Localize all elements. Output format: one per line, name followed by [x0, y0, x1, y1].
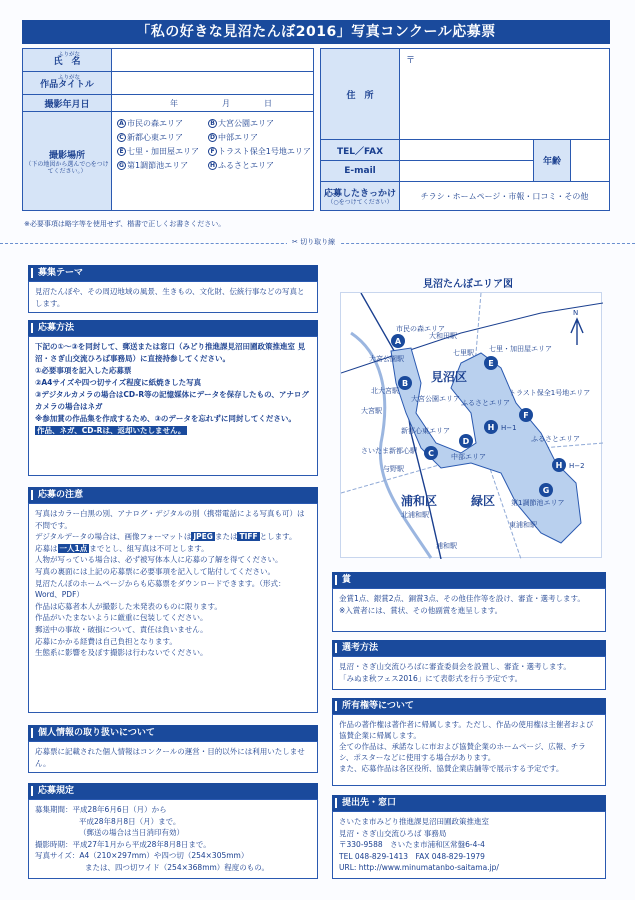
name-field[interactable]: [111, 48, 314, 72]
svg-text:H: H: [555, 461, 563, 470]
area-option-g[interactable]: G 第1調節池エリア: [117, 160, 188, 171]
age-label: 年齢: [533, 139, 571, 182]
contact-body: さいたま市みどり推進課見沼田圃政策推進室 見沼・さぎ山交流ひろば 事務局 〒330-9588 さいたま市浦和区常盤6-4-4 TEL 048-829-1413 FAX 048-829-1979 URL: http://www.minumatanbo-saitama.jp/: [332, 811, 606, 879]
map-label: H−2: [569, 462, 585, 470]
area-option-d[interactable]: D 中部エリア: [210, 133, 258, 142]
privacy-heading: 個人情報の取り扱いについて: [28, 725, 318, 741]
map-label: 第1調節池エリア: [511, 499, 565, 507]
marker-d: [459, 434, 473, 448]
name-label: ふりがな 氏 名: [22, 48, 112, 72]
age-field[interactable]: [570, 139, 610, 182]
svg-text:A: A: [394, 337, 402, 346]
svg-text:D: D: [462, 437, 470, 446]
marker-g: [539, 483, 553, 497]
marker-a: [391, 334, 405, 348]
method-body: [28, 336, 318, 476]
area-option-e[interactable]: E 七里・加田屋エリア: [117, 146, 199, 157]
marker-e: [484, 356, 498, 370]
work-title-field[interactable]: [111, 71, 314, 95]
map-label: 北大宮駅: [371, 387, 399, 395]
map-label: 大和田駅: [429, 332, 457, 340]
map-label: 東浦和駅: [509, 521, 537, 529]
svg-text:C: C: [428, 449, 434, 458]
contact-url[interactable]: URL: http://www.minumatanbo-saitama.jp/: [339, 863, 499, 872]
method-line: 下記の①～③を同封して、郵送または窓口（みどり推進課見沼田圃政策推進室 見沼・さぎ山交流ひろば事務局）に直接持参してください。: [35, 342, 306, 363]
area-option-a[interactable]: A 市民の森エリア: [117, 118, 183, 129]
prize-body: 金賞1点、銀賞2点、銅賞3点、その他佳作等を設け、審査・選考します。 ※入賞者には、賞状、その他副賞を進呈します。: [332, 588, 606, 632]
area-map: [340, 292, 602, 558]
map-label: トラスト保全1号地エリア: [509, 389, 591, 397]
page-title: 「私の好きな見沼たんぼ2016」写真コンクール応募票: [22, 20, 610, 44]
ward-label: 緑区: [471, 494, 496, 508]
place-options: [111, 111, 314, 211]
rules-heading: 応募規定: [28, 783, 318, 799]
map-label: 浦和駅: [436, 542, 457, 550]
contact-heading: 提出先・窓口: [332, 795, 606, 811]
tel-field[interactable]: [399, 139, 534, 161]
map-label: 大宮公園エリア: [411, 395, 460, 403]
map-label: 七里・加田屋エリア: [489, 345, 552, 353]
shoot-date-label: 撮影年月日: [22, 94, 112, 112]
map-label: さいたま新都心駅: [361, 447, 417, 455]
area-option-c[interactable]: C 新都心東エリア: [117, 132, 183, 143]
tel-label: TEL／FAX: [320, 139, 400, 161]
method-line: ※参加賞の作品集を作成するため、③のデータを忘れずに同封してください。: [35, 414, 296, 423]
marker-c: [424, 446, 438, 460]
address-label: 住 所: [320, 48, 400, 140]
email-field[interactable]: [399, 160, 534, 182]
north-arrow-icon: [571, 319, 583, 345]
map-label: 中部エリア: [451, 453, 486, 461]
notes-body: 写真はカラー白黒の別、アナログ・デジタルの別（携帯電話による写真も可）は不問です。 デジタルデータの場合は、画像フォーマットは JPEG または TIFF とします。 応募は 一人1点 までとし、組写真は不可とします。 人物が写っている場合は、必ず被写体本人に応募の了解を得てください。 写真の裏面には上記の応募票に必要事項を記入して貼付してください。 見沼たんぼのホームページからも応募票をダウンロードできます。（形式：Word、PDF） 作品は応募者本人が撮影した未発表のものに限ります。 作品がいたまないように厳重に包装してください。 郵送中の事故・破損について、責任は負いません。 応募にかかる経費は自己負担となります。 生態系に影響を及ぼす撮影は行わないでください。: [28, 503, 318, 713]
rules-body: 募集期間：平成28年6月6日（月）から 平成28年8月8日（月）まで。 （郵送の場合は当日消印有効） 撮影時期：平成27年1月から平成28年8月8日まで。 写真サイズ：A4（210×297mm）や四つ切（254×305mm） または、四つ切ワイド（254×368mm）程度のもの。: [28, 799, 318, 879]
svg-text:F: F: [523, 411, 529, 420]
notes-heading: 応募の注意: [28, 487, 318, 503]
trigger-label: 応募したきっかけ （○をつけてください）: [320, 181, 400, 211]
area-option-h[interactable]: H ふるさとエリア: [209, 161, 274, 170]
theme-body: 見沼たんぼや、その周辺地域の風景、生きもの、文化財、伝統行事などの写真とします。: [28, 281, 318, 313]
marker-h2: [552, 458, 566, 472]
map-label: 市民の森エリア: [396, 325, 445, 333]
method-line: ③デジタルカメラの場合はCD-R等の記憶媒体にデータを保存したもの、アナログカメラの場合はネガ: [35, 390, 309, 411]
map-label: 大宮駅: [361, 407, 382, 415]
work-title-label: ふりがな 作品タイトル: [22, 71, 112, 95]
map-label: 新都心東エリア: [401, 427, 450, 435]
judging-body: 見沼・さぎ山交流ひろばに審査委員会を設置し、審査・選考します。 「みぬま秋フェス2016」にて表彰式を行う予定です。: [332, 656, 606, 690]
map-label: 七里駅: [453, 349, 474, 357]
method-line: ②A4サイズや四つ切サイズ程度に紙焼きした写真: [35, 378, 202, 387]
map-label: 大宮公園駅: [369, 355, 404, 363]
marker-b: [398, 376, 412, 390]
marker-f: [519, 408, 533, 422]
cut-label: ✂ 切り取り線: [287, 237, 340, 247]
svg-text:G: G: [542, 486, 550, 495]
area-map-svg: [341, 293, 603, 559]
north-label: N: [573, 309, 579, 317]
scissors-icon: ✂: [292, 238, 298, 246]
marker-h1: [484, 420, 498, 434]
area-option-f[interactable]: F トラスト保全1号地エリア: [208, 146, 311, 157]
cut-line: [0, 238, 635, 248]
map-label: 与野駅: [383, 465, 404, 473]
svg-text:B: B: [401, 379, 409, 388]
map-label: H−1: [501, 424, 517, 432]
method-line: ①必要事項を記入した応募票: [35, 366, 132, 375]
shoot-date-field[interactable]: 年 月 日: [111, 94, 314, 112]
no-return-highlight: 作品、ネガ、CD-Rは、返却いたしません。: [37, 426, 186, 435]
svg-text:E: E: [488, 359, 494, 368]
address-field[interactable]: 〒: [399, 48, 610, 140]
entry-form: [22, 48, 610, 218]
area-option-b[interactable]: B 大宮公園エリア: [208, 118, 274, 129]
copyright-heading: 所有権等について: [332, 698, 606, 714]
ward-label: 見沼区: [431, 370, 468, 384]
map-label: 北浦和駅: [401, 511, 429, 519]
map-label: ふるさとエリア: [531, 435, 580, 443]
river-line: [351, 333, 431, 558]
place-label: 撮影場所 （下の地図から選んで○をつけてください。）: [22, 111, 112, 211]
prize-heading: 賞: [332, 572, 606, 588]
svg-text:H: H: [487, 423, 495, 432]
map-label: ふるさとエリア: [461, 399, 510, 407]
privacy-body: 応募票に記載された個人情報はコンクールの運営・目的以外には利用いたしません。: [28, 741, 318, 773]
theme-heading: 募集テーマ: [28, 265, 318, 281]
email-label: E-mail: [320, 160, 400, 182]
judging-heading: 選考方法: [332, 640, 606, 656]
method-heading: 応募方法: [28, 320, 318, 336]
trigger-options[interactable]: チラシ・ホームページ・市報・口コミ・その他: [399, 181, 610, 211]
copyright-body: 作品の著作権は著作者に帰属します。ただし、作品の使用権は主催者および協賛企業に帰属します。 全ての作品は、承諾なしに市および協賛企業のホームページ、広報、チラシ、ポスターなどに使用する場合があります。 また、応募作品は各区役所、協賛企業店舗等で展示する予定です。: [332, 714, 606, 786]
required-note: ※必要事項は略字等を使用せず、楷書で正しくお書きください。: [24, 220, 226, 228]
ward-label: 浦和区: [401, 494, 438, 508]
map-title: 見沼たんぼエリア図: [423, 279, 513, 290]
